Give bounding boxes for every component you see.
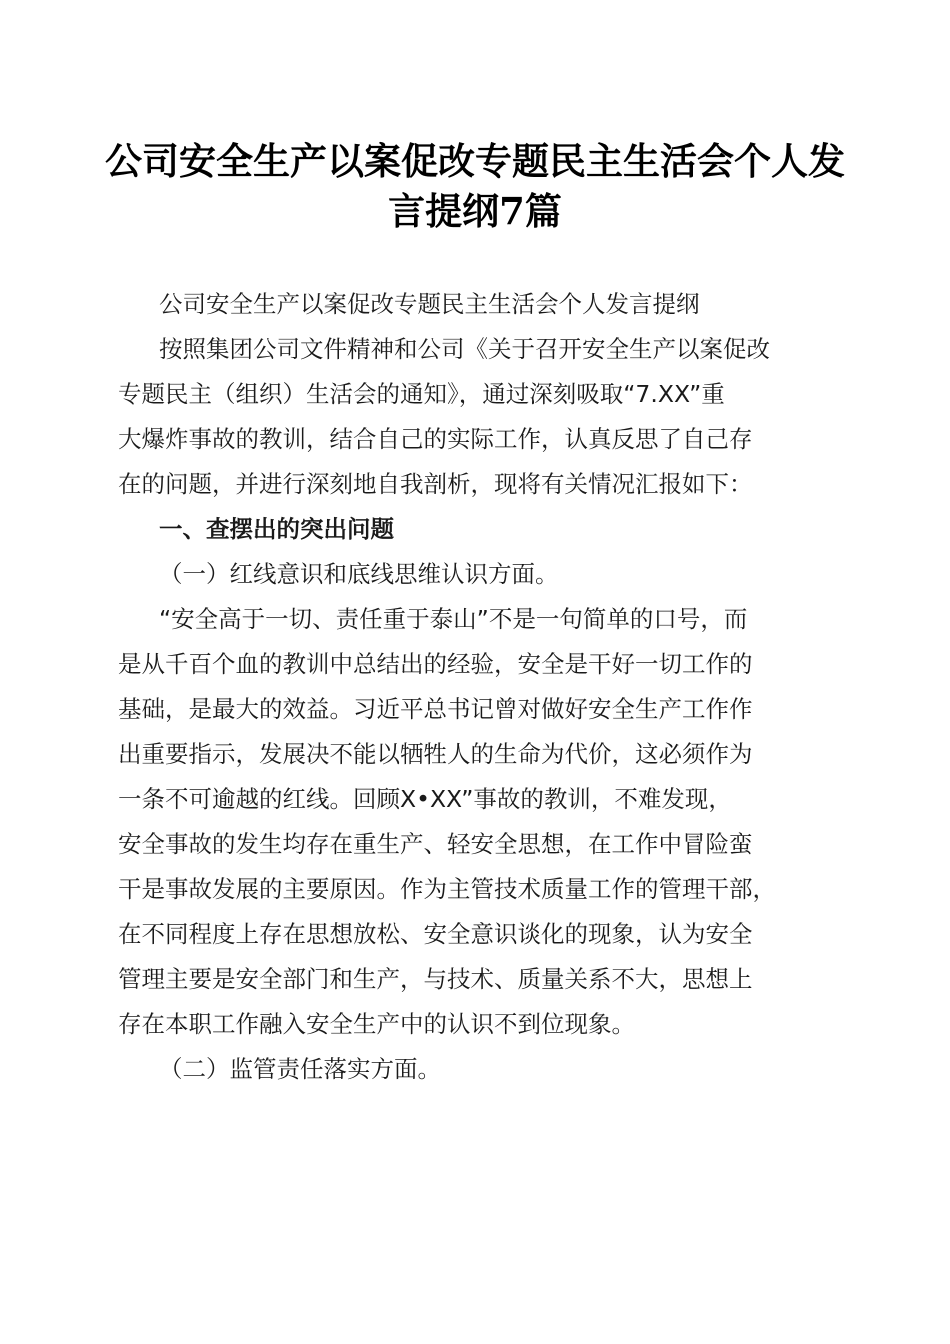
paragraph-line: 出重要指示，发展决不能以牺牲人的生命为代价，这必须作为	[118, 740, 753, 768]
intro-line: 专题民主（组织）生活会的通知》，通过深刻吸取“7.XX”重	[118, 380, 725, 408]
title-line-1: 公司安全生产以案促改专题民主生活会个人发	[105, 139, 845, 183]
paragraph-line: 干是事故发展的主要原因。作为主管技术质量工作的管理干部，	[118, 875, 776, 903]
paragraph-line: 管理主要是安全部门和生产，与技术、质量关系不大，思想上	[118, 965, 753, 993]
paragraph-line: 在不同程度上存在思想放松、安全意识谈化的现象，认为安全	[118, 920, 753, 948]
paragraph-1	[118, 597, 834, 1047]
subtitle: 公司安全生产以案促改专题民主生活会个人发言提纲	[159, 290, 700, 318]
intro-line: 大爆炸事故的教训，结合自己的实际工作，认真反思了自己存	[118, 425, 753, 453]
intro-paragraph	[118, 327, 834, 507]
document-title	[100, 136, 850, 236]
paragraph-line: 存在本职工作融入安全生产中的认识不到位现象。	[118, 1010, 635, 1038]
paragraph-line: “安全高于一切、责任重于泰山”不是一句简单的口号，而	[159, 605, 748, 633]
title-line-2: 言提纲7篇	[388, 189, 562, 233]
subsection-heading-1: （一）红线意识和底线思维认识方面。	[159, 560, 559, 588]
document-body	[118, 282, 834, 1092]
subsection-heading-2: （二）监管责任落实方面。	[159, 1055, 441, 1083]
paragraph-line: 一条不可逾越的红线。回顾X•XX”事故的教训，不难发现，	[118, 785, 732, 813]
intro-line: 在的问题，并进行深刻地自我剖析，现将有关情况汇报如下：	[118, 470, 753, 498]
paragraph-line: 基础，是最大的效益。习近平总书记曾对做好安全生产工作作	[118, 695, 753, 723]
section-heading: 一、查摆出的突出问题	[159, 515, 394, 543]
intro-line: 按照集团公司文件精神和公司《关于召开安全生产以案促改	[159, 335, 770, 363]
paragraph-line: 是从千百个血的教训中总结出的经验，安全是干好一切工作的	[118, 650, 753, 678]
paragraph-line: 安全事故的发生均存在重生产、轻安全思想，在工作中冒险蛮	[118, 830, 753, 858]
